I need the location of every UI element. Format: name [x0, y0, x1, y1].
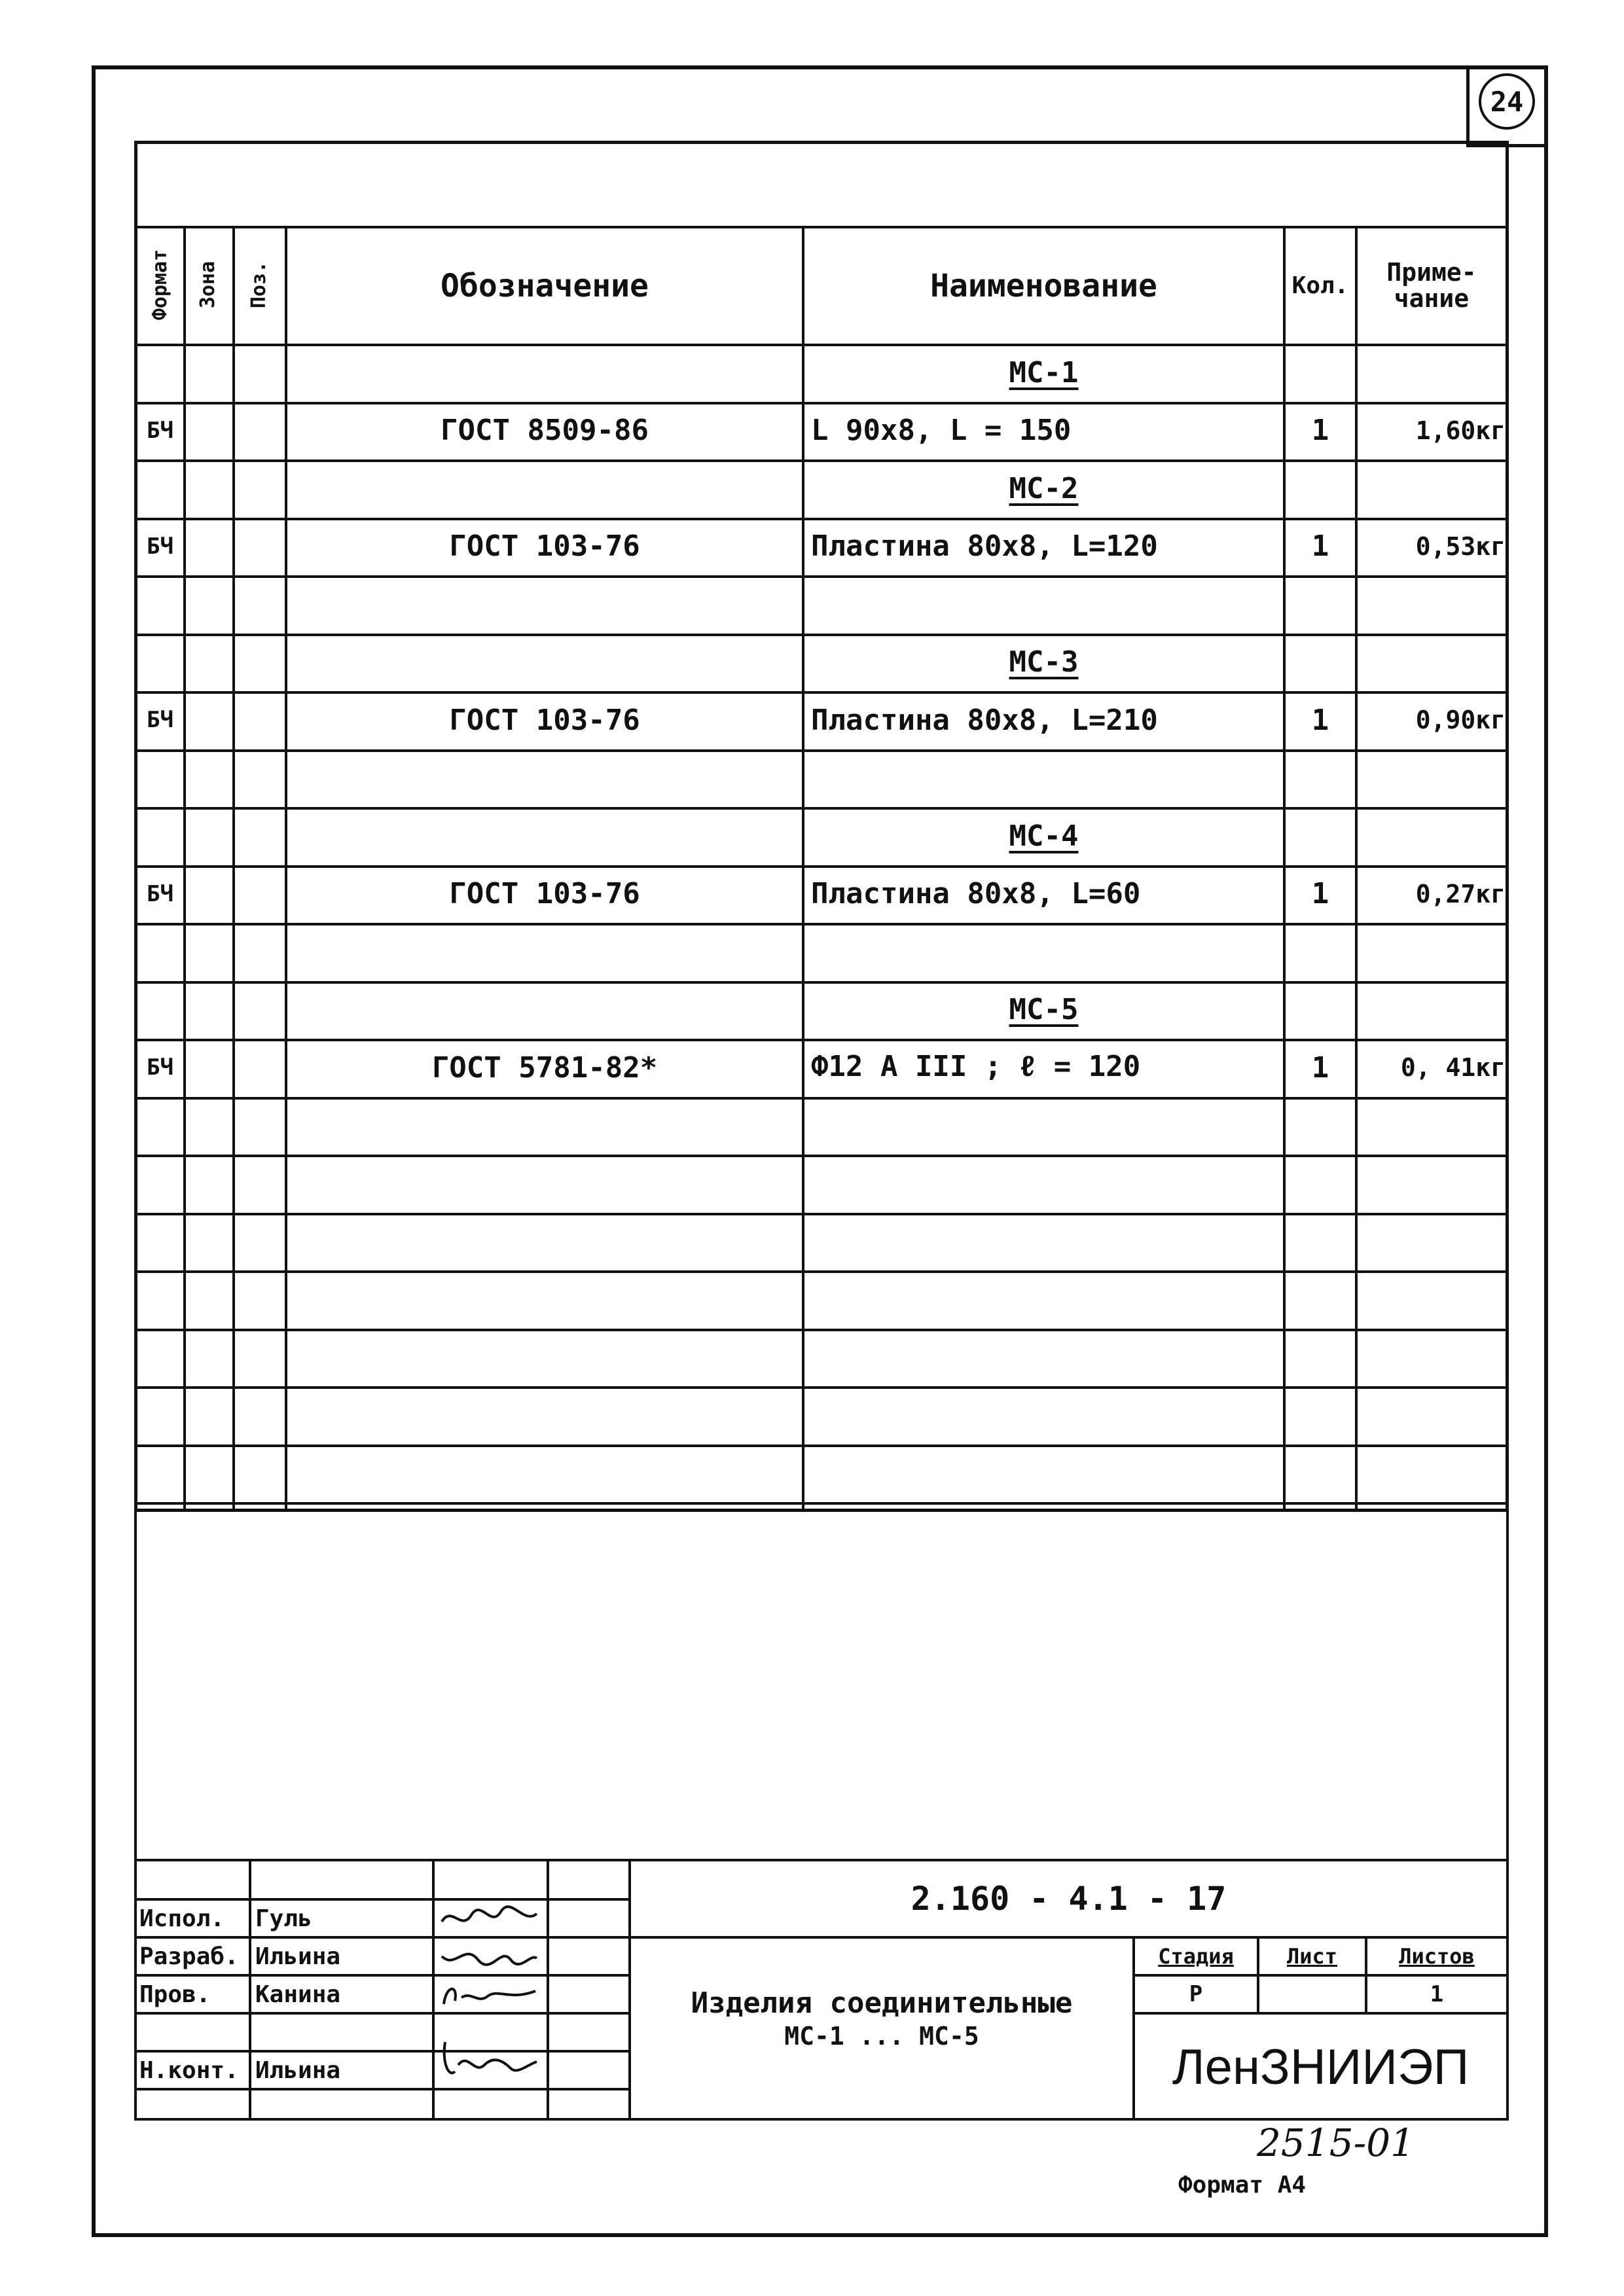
header-designation: Обозначение — [441, 267, 649, 304]
header-note-line1: Приме- — [1386, 258, 1477, 287]
tb-name-norm-control: Ильина — [255, 2056, 341, 2084]
header-name: Наименование — [930, 267, 1157, 304]
tb-role-checker: Пров. — [139, 1981, 211, 2008]
signature-norm-control — [439, 2036, 540, 2085]
tb-role-developer: Разраб. — [139, 1943, 239, 1970]
col-line — [232, 226, 235, 1512]
tb-sheets-label: Листов — [1399, 1944, 1475, 1969]
row-line — [137, 1270, 1506, 1273]
row-line — [137, 749, 1506, 752]
row-line — [137, 1386, 1506, 1389]
header-format: Формат — [149, 249, 171, 321]
signature-developer — [439, 1940, 540, 1974]
row-name: МС-5 — [1009, 993, 1079, 1027]
row-note: 0,53кг — [1415, 531, 1506, 561]
row-qty: 1 — [1311, 1050, 1329, 1085]
row-line — [137, 1155, 1506, 1157]
row-line — [137, 1444, 1506, 1447]
row-line — [137, 1213, 1506, 1215]
header-note — [1358, 228, 1506, 344]
header-zone: Зона — [196, 260, 219, 309]
tb-name-checker: Канина — [255, 1981, 341, 2008]
tb-stage-label: Стадия — [1158, 1944, 1234, 1969]
row-designation: ГОСТ 103-76 — [449, 877, 640, 911]
row-line — [137, 1329, 1506, 1331]
inventory-number: 2515-01 — [1257, 2121, 1415, 2165]
row-name: МС-1 — [1009, 355, 1079, 389]
row-name: Пластина 80x8, L=210 — [811, 703, 1158, 737]
row-line — [137, 923, 1506, 925]
tb-stage-value: Р — [1189, 1981, 1203, 2007]
signature-executor — [439, 1902, 540, 1936]
tb-sheet-label: Лист — [1286, 1944, 1338, 1969]
tb-sheet-value — [1259, 1977, 1365, 2012]
signature-checker — [439, 1978, 540, 2012]
row-line — [137, 1502, 1506, 1505]
header-pos: Поз. — [247, 260, 270, 309]
row-note: 1,60кг — [1415, 416, 1506, 445]
row-name: Пластина 80x8, L=60 — [811, 877, 1141, 911]
tb-role-norm-control: Н.конт. — [139, 2056, 239, 2084]
tb-role-executor: Испол. — [139, 1905, 225, 1932]
row-qty: 1 — [1311, 414, 1329, 448]
tb-sheets-value: 1 — [1430, 1981, 1444, 2007]
row-line — [137, 575, 1506, 578]
tb-organization: ЛенЗНИИЭП — [1172, 2039, 1470, 2095]
header-qty: Кол. — [1291, 272, 1349, 300]
specification-table — [134, 141, 1509, 1512]
row-note: 0,27кг — [1415, 879, 1506, 908]
row-format: БЧ — [147, 880, 173, 907]
tb-name-executor: Гуль — [255, 1905, 312, 1932]
row-name: МС-2 — [1009, 471, 1079, 505]
row-qty: 1 — [1311, 877, 1329, 911]
row-format: БЧ — [147, 707, 173, 734]
header-note-line2: чание — [1394, 284, 1470, 313]
row-name: Пластина 80x8, L=120 — [811, 529, 1158, 564]
page-number: 24 — [1479, 73, 1535, 130]
title-block-right-line — [1506, 1512, 1509, 2121]
row-designation: ГОСТ 5781-82* — [431, 1050, 658, 1085]
row-qty: 1 — [1311, 703, 1329, 737]
row-format: БЧ — [147, 533, 173, 560]
tb-name-developer: Ильина — [255, 1943, 341, 1970]
row-designation: ГОСТ 103-76 — [449, 529, 640, 564]
row-name: Ф12 А III ; ℓ = 120 — [811, 1050, 1141, 1084]
tb-title-line2: МС-1 ... МС-5 — [784, 2022, 979, 2051]
row-format: БЧ — [147, 1054, 173, 1081]
row-designation: ГОСТ 8509-86 — [441, 414, 649, 448]
tb-title-line1: Изделия соединительные — [691, 1986, 1073, 2020]
title-block — [134, 1512, 1509, 2166]
row-note: 0,90кг — [1415, 706, 1506, 735]
format-label: Формат А4 — [1178, 2172, 1307, 2198]
row-format: БЧ — [147, 417, 173, 444]
row-line — [137, 1097, 1506, 1100]
row-designation: ГОСТ 103-76 — [449, 703, 640, 737]
tb-doc-code: 2.160 - 4.1 - 17 — [911, 1880, 1227, 1918]
page-number-box — [1466, 65, 1545, 147]
row-name: МС-4 — [1009, 819, 1079, 853]
tb-row-line — [134, 2088, 628, 2090]
tb-row-line — [1132, 2012, 1509, 2015]
row-name: L 90x8, L = 150 — [811, 414, 1072, 448]
tb-row-line — [134, 2012, 628, 2015]
row-note: 0, 41кг — [1400, 1053, 1506, 1083]
row-name: МС-3 — [1009, 645, 1079, 679]
row-qty: 1 — [1311, 529, 1329, 564]
title-block-left-line — [134, 1512, 137, 2121]
